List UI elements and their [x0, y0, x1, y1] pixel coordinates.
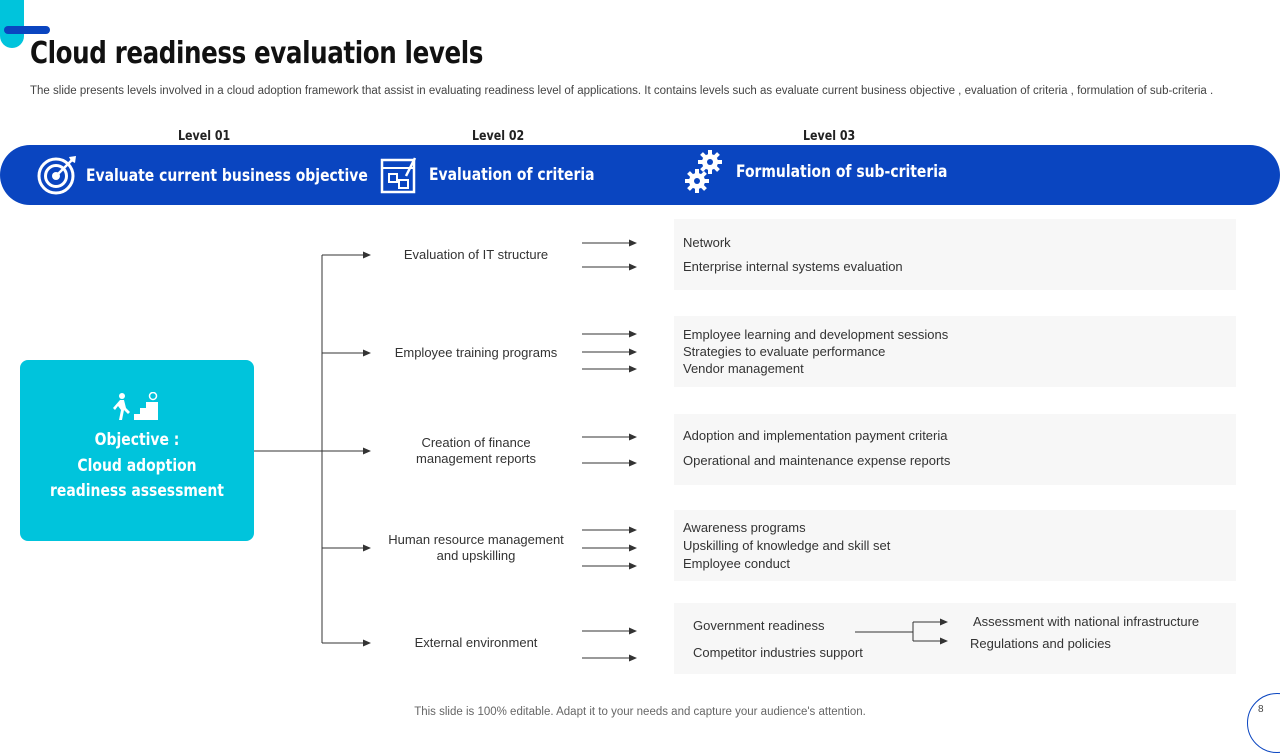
sub-item-learning-sessions: Employee learning and development sessions: [683, 327, 949, 342]
level-01-heading: Evaluate current business objective: [86, 166, 368, 186]
sub-item-government-readiness: Government readiness: [693, 618, 825, 633]
sub-item-regulations-policies: Regulations and policies: [970, 636, 1111, 651]
criterion-human-resource: Human resource management and upskilling: [388, 532, 564, 563]
objective-line-2: Cloud adoption: [77, 456, 197, 476]
level-03-heading: Formulation of sub-criteria: [736, 162, 948, 182]
criterion-finance-reports: Creation of finance management reports: [416, 435, 536, 466]
criterion-employee-training: Employee training programs: [394, 345, 558, 360]
page-number: 8: [1258, 704, 1264, 715]
level-02-heading: Evaluation of criteria: [429, 165, 595, 185]
sub-item-payment-criteria: Adoption and implementation payment criteria: [683, 428, 948, 443]
sub-item-expense-reports: Operational and maintenance expense reports: [683, 453, 951, 468]
sub-item-enterprise-systems: Enterprise internal systems evaluation: [683, 259, 903, 274]
objective-line-3: readiness assessment: [50, 481, 224, 501]
criterion-external-environment: External environment: [414, 635, 538, 650]
level-01-label: Level 01: [178, 129, 231, 144]
page-title: Cloud readiness evaluation levels: [30, 36, 483, 71]
level-02-label: Level 02: [472, 129, 525, 144]
sub-item-competitor-support: Competitor industries support: [693, 645, 863, 660]
sub-item-vendor-management: Vendor management: [683, 361, 804, 376]
objective-line-1: Objective :: [94, 430, 180, 450]
sub-item-upskilling: Upskilling of knowledge and skill set: [683, 538, 891, 553]
criterion-it-structure: Evaluation of IT structure: [403, 247, 549, 262]
footer-note: This slide is 100% editable. Adapt it to your needs and capture your audience's attention.: [414, 706, 866, 718]
page-subtitle: The slide presents levels involved in a cloud adoption framework that assist in evaluating readiness level of applications. It contains levels such as evaluate current business objective , evaluation of criteria , formulation of sub-criteria .: [30, 85, 1214, 97]
sub-item-awareness-programs: Awareness programs: [683, 520, 806, 535]
sub-item-national-infrastructure: Assessment with national infrastructure: [973, 614, 1200, 629]
level-03-label: Level 03: [803, 129, 856, 144]
sub-item-network: Network: [683, 235, 731, 250]
sub-item-employee-conduct: Employee conduct: [683, 556, 790, 571]
sub-item-evaluate-performance: Strategies to evaluate performance: [683, 344, 886, 359]
